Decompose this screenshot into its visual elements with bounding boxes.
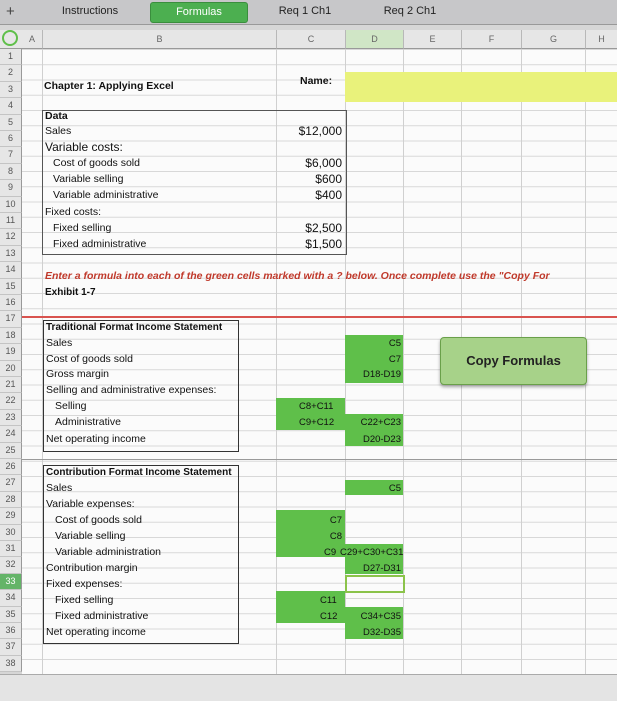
contr-variable-expenses-label: Variable expenses: — [46, 498, 135, 510]
contr-variable-total-formula[interactable]: C29+C30+C31 — [340, 547, 404, 558]
row-header[interactable]: 13 — [0, 246, 22, 262]
row-header[interactable]: 36 — [0, 623, 22, 639]
contr-noi-formula[interactable]: D32-D35 — [362, 627, 401, 638]
row-header[interactable]: 31 — [0, 541, 22, 557]
row-header[interactable]: 20 — [0, 361, 22, 377]
section-divider — [22, 316, 617, 318]
trad-admin-label: Administrative — [55, 416, 121, 428]
row-header[interactable]: 32 — [0, 557, 22, 573]
row-header[interactable]: 29 — [0, 508, 22, 524]
contr-fixed-admin-formula[interactable]: C12 — [320, 611, 338, 622]
trad-cogs-label: Cost of goods sold — [46, 353, 133, 365]
data-fixed-admin-label: Fixed administrative — [53, 238, 147, 250]
row-header[interactable]: 17 — [0, 311, 22, 327]
column-header-e[interactable]: E — [404, 30, 462, 49]
trad-sales-formula[interactable]: C5 — [388, 338, 401, 349]
data-cogs-label: Cost of goods sold — [53, 157, 140, 169]
data-sales-value[interactable]: $12,000 — [298, 124, 342, 138]
instruction-text: Enter a formula into each of the green cells marked with a ? below. Once complete use the "Copy For — [45, 270, 550, 282]
traditional-title: Traditional Format Income Statement — [46, 322, 223, 333]
row-header[interactable]: 19 — [0, 344, 22, 360]
data-variable-admin-label: Variable administrative — [53, 189, 159, 201]
row-header[interactable]: 11 — [0, 213, 22, 229]
select-all-icon[interactable] — [2, 30, 18, 46]
contr-variable-admin-formula[interactable]: C9 — [324, 547, 337, 558]
trad-sae-label: Selling and administrative expenses: — [46, 384, 217, 396]
data-fixed-costs-label: Fixed costs: — [45, 206, 102, 218]
trad-gross-margin-formula[interactable]: D18-D19 — [362, 369, 401, 380]
trad-noi-formula[interactable]: D20-D23 — [362, 434, 401, 445]
contribution-title: Contribution Format Income Statement — [46, 467, 232, 478]
contr-cm-label: Contribution margin — [46, 562, 138, 574]
contr-variable-admin-label: Variable administration — [55, 546, 162, 558]
copy-formulas-button[interactable]: Copy Formulas — [440, 337, 587, 385]
chapter-title: Chapter 1: Applying Excel — [44, 80, 174, 92]
contr-fixed-total-formula[interactable]: C34+C35 — [360, 611, 401, 622]
row-header[interactable]: 37 — [0, 639, 22, 655]
exhibit-label: Exhibit 1-7 — [45, 287, 96, 298]
column-header-h[interactable]: H — [586, 30, 617, 49]
status-bar — [0, 674, 617, 701]
row-header[interactable]: 34 — [0, 590, 22, 606]
row-header[interactable]: 27 — [0, 475, 22, 491]
row-header[interactable]: 1 — [0, 49, 22, 65]
trad-noi-label: Net operating income — [46, 433, 146, 445]
row-header[interactable]: 5 — [0, 115, 22, 131]
section-divider — [22, 459, 617, 460]
column-header-f[interactable]: F — [462, 30, 522, 49]
column-header-b[interactable]: B — [43, 30, 277, 49]
contr-sales-formula[interactable]: C5 — [388, 483, 401, 494]
row-header[interactable]: 24 — [0, 426, 22, 442]
row-header[interactable]: 9 — [0, 180, 22, 196]
row-header[interactable]: 26 — [0, 459, 22, 475]
row-header[interactable]: 2 — [0, 65, 22, 81]
row-header[interactable]: 22 — [0, 393, 22, 409]
contr-sales-label: Sales — [46, 482, 73, 494]
contr-noi-label: Net operating income — [46, 626, 146, 638]
trad-selling-formula[interactable]: C8+C11 — [299, 401, 334, 412]
contr-fixed-expenses-label: Fixed expenses: — [46, 578, 123, 590]
trad-sales-label: Sales — [46, 337, 73, 349]
contr-fixed-admin-label: Fixed administrative — [55, 610, 149, 622]
row-header[interactable]: 10 — [0, 197, 22, 213]
trad-gross-margin-label: Gross margin — [46, 368, 110, 380]
data-variable-selling-label: Variable selling — [53, 173, 124, 185]
name-input-cell[interactable] — [345, 72, 617, 102]
column-header-g[interactable]: G — [522, 30, 586, 49]
row-header[interactable]: 35 — [0, 607, 22, 623]
contr-variable-selling-formula[interactable]: C8 — [329, 531, 342, 542]
data-sales-label: Sales — [45, 125, 72, 137]
trad-admin-total-formula[interactable]: C22+C23 — [360, 417, 401, 428]
tab-formulas[interactable]: Formulas — [150, 2, 248, 23]
contr-variable-selling-label: Variable selling — [55, 530, 126, 542]
row-header[interactable]: 18 — [0, 328, 22, 344]
contr-fixed-selling-label: Fixed selling — [55, 594, 114, 606]
contr-fixed-selling-formula[interactable]: C11 — [320, 595, 337, 606]
tab-req2-ch1[interactable]: Req 2 Ch1 — [383, 5, 437, 17]
row-header[interactable]: 8 — [0, 164, 22, 180]
row-header[interactable]: 6 — [0, 131, 22, 147]
row-header[interactable]: 4 — [0, 98, 22, 114]
row-header[interactable]: 3 — [0, 82, 22, 98]
data-cogs-value[interactable]: $6,000 — [305, 156, 342, 170]
row-header[interactable]: 7 — [0, 147, 22, 163]
sheet-tab-bar — [0, 0, 617, 25]
row-header[interactable]: 38 — [0, 656, 22, 672]
row-header[interactable]: 25 — [0, 443, 22, 459]
row-header[interactable]: 12 — [0, 229, 22, 245]
data-fixed-selling-value[interactable]: $2,500 — [305, 221, 342, 235]
row-header[interactable]: 14 — [0, 262, 22, 278]
data-title: Data — [45, 110, 68, 122]
name-label: Name: — [300, 75, 333, 87]
contr-cogs-label: Cost of goods sold — [55, 514, 142, 526]
data-variable-admin-value[interactable]: $400 — [315, 188, 342, 202]
trad-admin-formula[interactable]: C9+C12 — [299, 417, 335, 428]
row-header[interactable]: 33 — [0, 574, 22, 590]
column-header-d[interactable]: D — [346, 30, 404, 49]
column-header-a[interactable]: A — [22, 30, 43, 49]
row-header[interactable]: 28 — [0, 492, 22, 508]
row-header[interactable]: 16 — [0, 295, 22, 311]
row-header[interactable]: 21 — [0, 377, 22, 393]
trad-cogs-formula[interactable]: C7 — [388, 354, 401, 365]
data-fixed-admin-value[interactable]: $1,500 — [305, 237, 342, 251]
contr-cm-formula[interactable]: D27-D31 — [362, 563, 401, 574]
tab-req1-ch1[interactable]: Req 1 Ch1 — [278, 5, 332, 17]
row-header[interactable]: 23 — [0, 410, 22, 426]
tab-instructions[interactable]: Instructions — [61, 5, 119, 17]
data-fixed-selling-label: Fixed selling — [53, 222, 112, 234]
trad-selling-label: Selling — [55, 400, 87, 412]
contr-cogs-formula[interactable]: C7 — [329, 515, 342, 526]
data-variable-selling-value[interactable]: $600 — [315, 172, 342, 186]
column-header-c[interactable]: C — [277, 30, 346, 49]
data-variable-costs-label: Variable costs: — [45, 140, 123, 154]
selected-cell-d33[interactable] — [345, 575, 405, 593]
row-header[interactable]: 15 — [0, 279, 22, 295]
row-header[interactable]: 30 — [0, 525, 22, 541]
add-sheet-icon[interactable]: + — [6, 3, 15, 20]
